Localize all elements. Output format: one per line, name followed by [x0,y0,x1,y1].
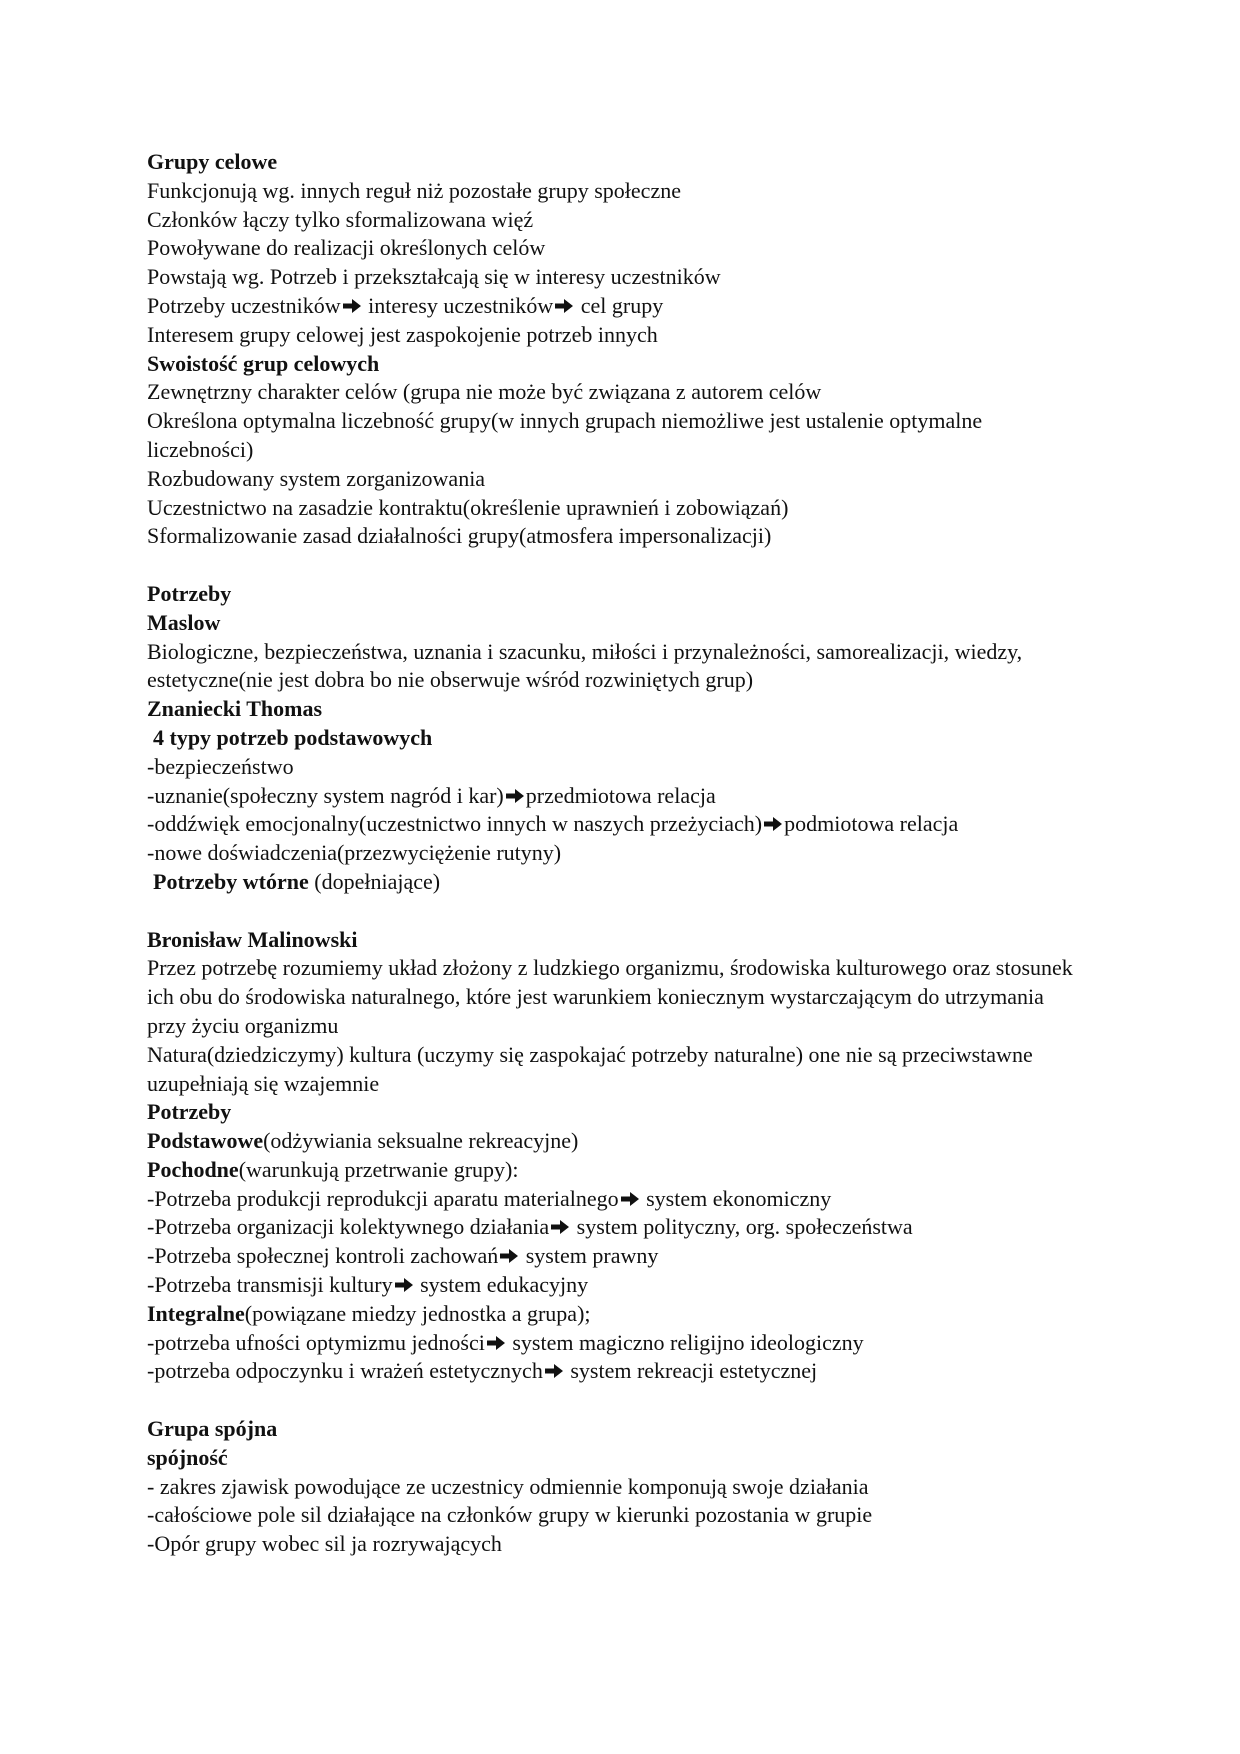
subheading-spojnosc: spójność [147,1444,228,1470]
section-heading-grupy-celowe: Grupy celowe [147,149,278,174]
section-heading-grupa-spojna: Grupa spójna [147,1416,278,1442]
subheading-potrzeby: Potrzeby [147,1099,232,1125]
bold-label: Potrzeby wtórne [153,868,309,894]
list-item [147,1213,1147,1242]
subheading-znaniecki-thomas: Znaniecki Thomas [147,696,323,722]
right-arrow-icon [544,1363,564,1379]
list-item [147,1357,1147,1386]
text-segment: system polityczny, org. społeczeństwa [571,1214,913,1240]
subheading-maslow: Maslow [147,609,221,635]
bold-label: Integralne [147,1300,245,1326]
list-item: -bezpieczeństwo [147,753,294,779]
document-body [147,148,1147,1559]
text-segment: system edukacyjny [414,1272,589,1298]
blank-line [147,1386,1147,1415]
list-item: -nowe doświadczenia(przezwyciężenie rutyny) [147,840,562,866]
secondary-needs-line [147,868,1147,897]
text-line: Powstają wg. Potrzeb i przekształcają się w interesy uczestników [147,264,721,290]
text-segment: -Potrzeba produkcji reprodukcji aparatu materialnego [147,1185,619,1211]
text-segment: (warunkują przetrwanie grupy): [238,1156,519,1182]
text-segment: cel grupy [575,292,664,318]
text-segment: -oddźwięk emocjonalny(uczestnictwo innych w naszych przeżyciach) [147,811,763,837]
text-segment: podmiotowa relacja [784,811,959,837]
text-segment: -Potrzeba organizacji kolektywnego działania [147,1214,550,1240]
text-line: Uczestnictwo na zasadzie kontraktu(określenie uprawnień i zobowiązań) [147,494,789,520]
list-item [147,1271,1147,1300]
definition-line [147,1300,1147,1329]
text-segment: -uznanie(społeczny system nagród i kar) [147,782,504,808]
text-paragraph: Biologiczne, bezpieczeństwa, uznania i szacunku, miłości i przynależności, samorealizacji, wiedzy, estetyczne(nie jest dobra bo nie obserwuje wśród rozwiniętych grup) [147,638,1023,693]
text-segment: przedmiotowa relacja [525,782,716,808]
list-item [147,1185,1147,1214]
text-segment: -potrzeba odpoczynku i wrażeń estetycznych [147,1358,543,1384]
right-arrow-icon [550,1219,570,1235]
text-line: Powoływane do realizacji określonych celów [147,235,546,261]
bold-label: Pochodne [147,1156,239,1182]
right-arrow-icon [763,816,783,832]
text-line: Zewnętrzny charakter celów (grupa nie może być związana z autorem celów [147,379,822,405]
text-line: Interesem grupy celowej jest zaspokojenie potrzeb innych [147,321,658,347]
text-line: Członków łączy tylko sformalizowana więź [147,206,534,232]
text-segment: (powiązane miedzy jednostka a grupa); [244,1300,591,1326]
definition-line [147,1127,1147,1156]
text-segment: (dopełniające) [308,868,441,894]
list-item: -Opór grupy wobec sil ja rozrywających [147,1531,502,1557]
text-paragraph: Przez potrzebę rozumiemy układ złożony z ludzkiego organizmu, środowiska kulturowego oraz stosunek ich obu do środowiska naturalnego, które jest warunkiem koniecznym wystarczającym do utrzymania przy życiu organizmu [147,955,1073,1038]
right-arrow-icon [505,788,525,804]
text-segment: system ekonomiczny [640,1185,832,1211]
arrow-chain-line [147,292,1147,321]
text-paragraph: Określona optymalna liczebność grupy(w innych grupach niemożliwe jest ustalenie optymalne liczebności) [147,408,983,462]
right-arrow-icon [499,1248,519,1264]
section-heading-swoistosc: Swoistość grup celowych [147,350,380,376]
text-segment: -potrzeba ufności optymizmu jedności [147,1329,485,1355]
text-line: Rozbudowany system zorganizowania [147,465,486,491]
text-segment: system magiczno religijno ideologiczny [506,1329,864,1355]
text-segment: -Potrzeba społecznej kontroli zachowań [147,1243,499,1269]
list-item: -całościowe pole sil działające na członków grupy w kierunki pozostania w grupie [147,1502,873,1528]
list-item: - zakres zjawisk powodujące ze uczestnicy odmiennie komponują swoje działania [147,1473,869,1499]
text-segment: Potrzeby uczestników [147,292,341,318]
text-segment: system rekreacji estetycznej [564,1358,818,1384]
blank-line [147,551,1147,580]
list-item [147,1329,1147,1358]
definition-line [147,1156,1147,1185]
right-arrow-icon [394,1277,414,1293]
right-arrow-icon [342,298,362,314]
right-arrow-icon [554,298,574,314]
section-heading-potrzeby: Potrzeby [147,580,232,606]
list-item [147,810,1147,839]
right-arrow-icon [620,1191,640,1207]
subheading-malinowski: Bronisław Malinowski [147,926,358,952]
bold-label: Podstawowe [147,1128,264,1154]
text-segment: system prawny [520,1243,659,1269]
text-line: Sformalizowanie zasad działalności grupy(atmosfera impersonalizacji) [147,523,772,549]
text-segment: -Potrzeba transmisji kultury [147,1272,393,1298]
subheading-4-typy: 4 typy potrzeb podstawowych [153,724,433,750]
text-line: Funkcjonują wg. innych reguł niż pozostałe grupy społeczne [147,177,681,203]
list-item [147,782,1147,811]
right-arrow-icon [486,1335,506,1351]
list-item [147,1242,1147,1271]
text-segment: interesy uczestników [362,292,554,318]
text-segment: (odżywiania seksualne rekreacyjne) [263,1128,579,1154]
blank-line [147,897,1147,926]
text-paragraph: Natura(dziedziczymy) kultura (uczymy się zaspokajać potrzeby naturalne) one nie są przeciwstawne uzupełniają się wzajemnie [147,1041,1033,1096]
